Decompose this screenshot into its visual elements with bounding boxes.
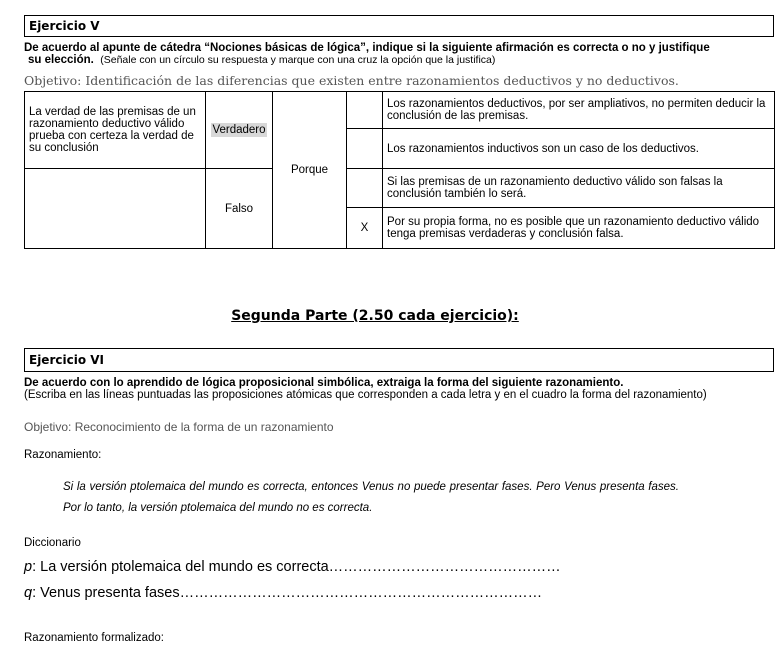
variable-q: q (24, 585, 33, 601)
mark-box-2[interactable] (347, 128, 383, 169)
dictionary-text-q: : Venus presenta fases………………………………………………………………… (32, 585, 543, 601)
justification-option-2: Los razonamientos inductivos son un caso de los deductivos. (383, 128, 775, 169)
exercise-5-table (24, 91, 775, 249)
true-option[interactable]: Verdadero (212, 124, 266, 137)
instruction-note: (Señale con un círculo su respuesta y marque con una cruz la opción que la justifica) (100, 54, 496, 66)
true-option-cell[interactable] (206, 92, 273, 169)
mark-box-4[interactable]: X (347, 208, 383, 249)
razonamiento-label: Razonamiento: (24, 449, 102, 461)
instruction-note: (Escriba en las líneas puntuadas las proposiciones atómicas que corresponden a cada letra y en el cuadro la forma del razonamiento) (24, 389, 707, 401)
dictionary-entry-p[interactable] (24, 559, 561, 575)
statement-cell: La verdad de las premisas de un razonamiento deductivo válido prueba con certeza la verdad de su conclusión (25, 92, 206, 169)
exercise-6-title: Ejercicio VI (24, 348, 774, 372)
exercise-5-objective: Objetivo: Identificación de las diferencias que existen entre razonamientos deductivos y no deductivos. (24, 73, 679, 88)
exercise-5-instructions (24, 42, 710, 66)
false-option[interactable]: Falso (206, 169, 273, 249)
mark-box-1[interactable] (347, 92, 383, 129)
instruction-bold-line: De acuerdo al apunte de cátedra “Nociones básicas de lógica”, indique si la siguiente afirmación es correcta o no y justifique (24, 42, 710, 54)
formalized-label: Razonamiento formalizado: (24, 632, 164, 644)
exercise-5-title: Ejercicio V (24, 15, 774, 37)
variable-p: p (24, 559, 33, 575)
mark-box-3[interactable] (347, 169, 383, 208)
diccionario-label: Diccionario (24, 537, 81, 549)
statement-blank-cell (25, 169, 206, 249)
dictionary-entry-q[interactable] (24, 585, 542, 601)
dictionary-text-p: : La versión ptolemaica del mundo es correcta………………………………………… (32, 559, 561, 575)
porque-cell: Porque (273, 92, 347, 249)
exercise-6-objective: Objetivo: Reconocimiento de la forma de un razonamiento (24, 420, 334, 434)
section-title: Segunda Parte (2.50 cada ejercicio): (231, 308, 519, 324)
instruction-bold-line: De acuerdo con lo aprendido de lógica proposicional simbólica, extraiga la forma del siguiente razonamiento. (24, 377, 624, 389)
razonamiento-text: Si la versión ptolemaica del mundo es correcta, entonces Venus no puede presentar fases. Pero Venus presenta fases. Por lo tanto, la versión ptolemaica del mundo no es correcta. (63, 481, 679, 514)
justification-option-4: Por su propia forma, no es posible que un razonamiento deductivo válido tenga premisas verdaderas y conclusión falsa. (383, 208, 775, 249)
justification-option-3: Si las premisas de un razonamiento deductivo válido son falsas la conclusión también lo será. (383, 169, 775, 208)
instruction-bold-end: su elección. (28, 54, 94, 66)
exercise-6-instructions (24, 377, 744, 401)
justification-option-1: Los razonamientos deductivos, por ser ampliativos, no permiten deducir la conclusión de las premisas. (383, 92, 775, 129)
